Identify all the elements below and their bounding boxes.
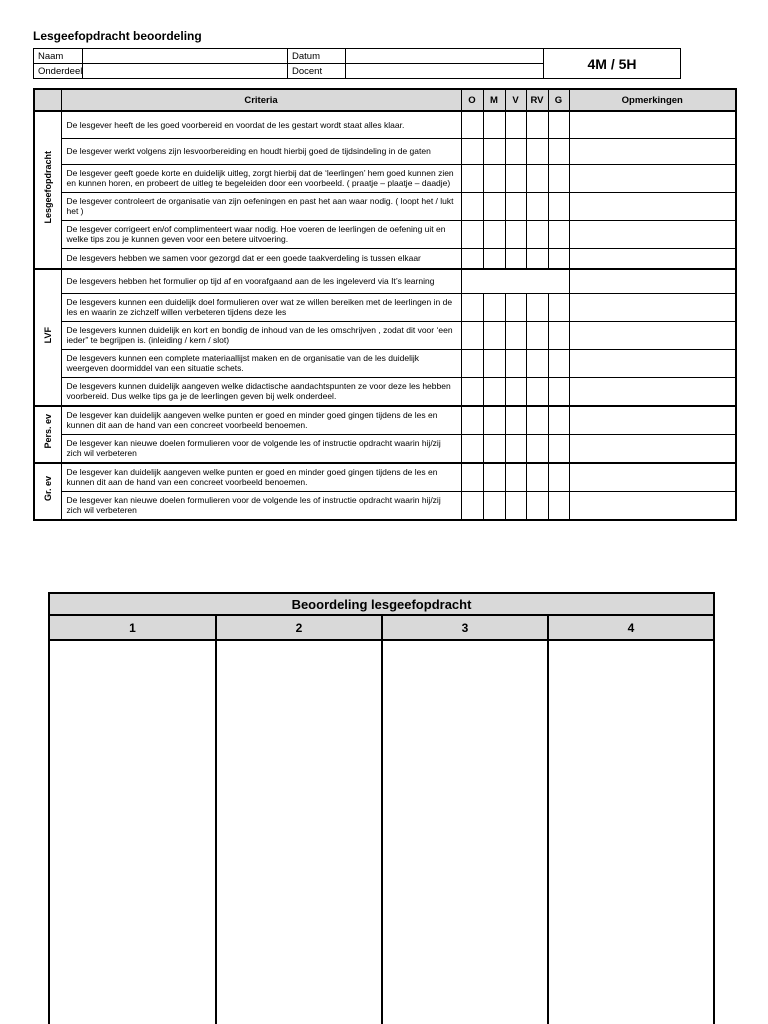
mark-cell[interactable] [548,321,569,349]
mark-cell[interactable] [548,138,569,164]
mark-header-o: O [461,89,483,111]
rating-title-row [49,593,714,615]
criteria-text: De lesgevers kunnen een complete materiaallijst maken en de organisatie van de les duidelijk weergeven doormiddel van een situatie schets. [61,349,461,377]
criteria-text: De lesgever controleert de organisatie van zijn oefeningen en past het aan waar nodig. ( loopt het / lukt het ) [61,192,461,220]
criteria-text: De lesgevers kunnen duidelijk en kort en bondig de inhoud van de les omschrijven , zodat dit voor ‘een ieder” te begrijpen is. (inleiding / kern / slot) [61,321,461,349]
datum-label: Datum [288,49,346,64]
mark-cell[interactable] [548,192,569,220]
mark-cell[interactable] [461,349,483,377]
mark-cell[interactable] [526,406,548,435]
docent-field[interactable] [346,64,544,79]
rating-col-4: 4 [548,615,714,640]
mark-cell[interactable] [461,192,483,220]
remarks-cell[interactable] [569,491,736,520]
mark-cell[interactable] [483,164,505,192]
remarks-cell[interactable] [569,434,736,463]
mark-cell[interactable] [483,138,505,164]
mark-cell[interactable] [548,434,569,463]
criteria-text: De lesgevers kunnen een duidelijk doel formulieren over wat ze willen bereiken met de leerlingen in de les en waarin ze zichzelf willen verbeteren tijdens deze les [61,293,461,321]
rating-cell-2[interactable] [216,640,382,1024]
mark-cell[interactable] [461,164,483,192]
mark-header-g: G [548,89,569,111]
page-title: Lesgeefopdracht beoordeling [33,29,202,43]
mark-cell[interactable] [505,111,526,138]
criteria-row [34,349,736,377]
mark-cell[interactable] [526,192,548,220]
mark-cell[interactable] [505,192,526,220]
mark-cell[interactable] [461,434,483,463]
section-lesgeefopdracht [34,111,736,269]
mark-cell[interactable] [483,321,505,349]
remarks-cell[interactable] [569,377,736,406]
mark-header-m: M [483,89,505,111]
mark-cell[interactable] [548,377,569,406]
remarks-cell[interactable] [569,321,736,349]
mark-cell[interactable] [461,293,483,321]
criteria-row [34,220,736,248]
mark-cell[interactable] [548,349,569,377]
mark-cell[interactable] [526,434,548,463]
mark-cell[interactable] [483,463,505,492]
mark-cell[interactable] [526,349,548,377]
mark-cell[interactable] [505,377,526,406]
rating-cell-3[interactable] [382,640,548,1024]
remarks-cell[interactable] [569,111,736,138]
rating-table [48,592,715,1024]
mark-cell[interactable] [548,463,569,492]
mark-header-rv: RV [526,89,548,111]
criteria-text: De lesgevers hebben het formulier op tijd af en voorafgaand aan de les ingeleverd via It’s learning [61,269,461,293]
mark-header-v: V [505,89,526,111]
criteria-text: De lesgever kan duidelijk aangeven welke punten er goed en minder goed gingen tijdens de les en kunnen dit aan de hand van een concreet voorbeeld benoemen. [61,463,461,492]
mark-cell[interactable] [526,164,548,192]
mark-cell[interactable] [483,248,505,269]
info-table [33,48,681,79]
mark-cell[interactable] [505,220,526,248]
mark-cell[interactable] [526,491,548,520]
criteria-row [34,406,736,435]
mark-cell[interactable] [505,293,526,321]
info-row-naam [34,49,681,64]
criteria-row [34,138,736,164]
mark-cell[interactable] [548,164,569,192]
remarks-cell[interactable] [569,406,736,435]
mark-cell-merged[interactable] [461,269,569,293]
mark-cell[interactable] [483,220,505,248]
mark-cell[interactable] [505,321,526,349]
criteria-text: De lesgever kan nieuwe doelen formulieren voor de volgende les of instructie opdracht waarin hij/zij zich wil verbeteren [61,491,461,520]
onderdeel-field[interactable] [83,64,288,79]
mark-cell[interactable] [526,463,548,492]
mark-cell[interactable] [461,463,483,492]
mark-cell[interactable] [505,406,526,435]
mark-cell[interactable] [483,192,505,220]
mark-cell[interactable] [483,434,505,463]
remarks-cell[interactable] [569,463,736,492]
mark-cell[interactable] [548,220,569,248]
naam-field[interactable] [83,49,288,64]
mark-cell[interactable] [505,138,526,164]
mark-cell[interactable] [461,220,483,248]
mark-cell[interactable] [483,406,505,435]
mark-cell[interactable] [548,111,569,138]
criteria-row [34,321,736,349]
mark-cell[interactable] [526,321,548,349]
mark-cell[interactable] [548,293,569,321]
mark-cell[interactable] [505,248,526,269]
criteria-header: Criteria [61,89,461,111]
criteria-text: De lesgever corrigeert en/of complimenteert waar nodig. Hoe voeren de leerlingen de oefening uit en welke tips zou je kunnen geven voor een betere uitvoering. [61,220,461,248]
criteria-text: De lesgever kan duidelijk aangeven welke punten er goed en minder goed gingen tijdens de les en kunnen dit aan de hand van een concreet voorbeeld benoemen. [61,406,461,435]
mark-cell[interactable] [505,491,526,520]
rating-header-row [49,615,714,640]
mark-cell[interactable] [483,491,505,520]
remarks-cell[interactable] [569,269,736,293]
section-label-pers-ev: Pers. ev [34,406,61,463]
remarks-header: Opmerkingen [569,89,736,111]
criteria-text: De lesgevers kunnen duidelijk aangeven welke didactische aandachtspunten ze voor deze les hebben voorbereid. Dus welke tips ga je de leerlingen geven bij welk onderdeel. [61,377,461,406]
criteria-row [34,377,736,406]
section-label-lesgeefopdracht: Lesgeefopdracht [34,111,61,269]
mark-cell[interactable] [461,377,483,406]
class-label: 4M / 5H [544,49,681,79]
mark-cell[interactable] [526,248,548,269]
remarks-cell[interactable] [569,164,736,192]
mark-cell[interactable] [461,248,483,269]
mark-cell[interactable] [548,248,569,269]
criteria-text: De lesgever werkt volgens zijn lesvoorbereiding en houdt hierbij goed de tijdsindeling in de gaten [61,138,461,164]
mark-cell[interactable] [526,293,548,321]
remarks-cell[interactable] [569,293,736,321]
mark-cell[interactable] [461,111,483,138]
rating-cell-1[interactable] [49,640,216,1024]
section-pers-ev [34,406,736,463]
criteria-row [34,164,736,192]
mark-cell[interactable] [526,111,548,138]
criteria-table [33,88,737,521]
criteria-row [34,248,736,269]
section-label-lvf: LVF [34,269,61,406]
naam-label: Naam [34,49,83,64]
criteria-header-row [34,89,736,111]
mark-cell[interactable] [505,434,526,463]
rating-col-2: 2 [216,615,382,640]
onderdeel-label: Onderdeel [34,64,83,79]
mark-cell[interactable] [505,349,526,377]
criteria-row [34,491,736,520]
docent-label: Docent [288,64,346,79]
corner-header [34,89,61,111]
criteria-row [34,293,736,321]
criteria-text: De lesgever kan nieuwe doelen formulieren voor de volgende les of instructie opdracht waarin hij/zij zich wil verbeteren [61,434,461,463]
mark-cell[interactable] [483,377,505,406]
remarks-cell[interactable] [569,248,736,269]
remarks-cell[interactable] [569,220,736,248]
rating-body-row [49,640,714,1024]
mark-cell[interactable] [505,463,526,492]
mark-cell[interactable] [461,491,483,520]
mark-cell[interactable] [483,111,505,138]
remarks-cell[interactable] [569,138,736,164]
mark-cell[interactable] [548,491,569,520]
rating-cell-4[interactable] [548,640,714,1024]
mark-cell[interactable] [483,349,505,377]
mark-cell[interactable] [548,406,569,435]
section-gr-ev [34,463,736,520]
mark-cell[interactable] [526,138,548,164]
criteria-text: De lesgever geeft goede korte en duidelijk uitleg, zorgt hierbij dat de ‘leerlingen’ hem goed kunnen zien en kunnen horen, en probeert de uitleg te begeleiden door een voorbeeld. ( praatje – plaatje – daadje) [61,164,461,192]
datum-field[interactable] [346,49,544,64]
section-label-gr-ev: Gr. ev [34,463,61,520]
criteria-row [34,269,736,293]
mark-cell[interactable] [461,321,483,349]
mark-cell[interactable] [461,406,483,435]
mark-cell[interactable] [526,377,548,406]
criteria-row [34,463,736,492]
criteria-row [34,192,736,220]
criteria-text: De lesgever heeft de les goed voorbereid en voordat de les gestart wordt staat alles klaar. [61,111,461,138]
rating-title: Beoordeling lesgeefopdracht [49,593,714,615]
rating-col-1: 1 [49,615,216,640]
remarks-cell[interactable] [569,349,736,377]
criteria-row [34,434,736,463]
criteria-text: De lesgevers hebben we samen voor gezorgd dat er een goede taakverdeling is tussen elkaar [61,248,461,269]
mark-cell[interactable] [505,164,526,192]
mark-cell[interactable] [483,293,505,321]
mark-cell[interactable] [526,220,548,248]
section-lvf [34,269,736,406]
remarks-cell[interactable] [569,192,736,220]
criteria-row [34,111,736,138]
mark-cell[interactable] [461,138,483,164]
rating-col-3: 3 [382,615,548,640]
